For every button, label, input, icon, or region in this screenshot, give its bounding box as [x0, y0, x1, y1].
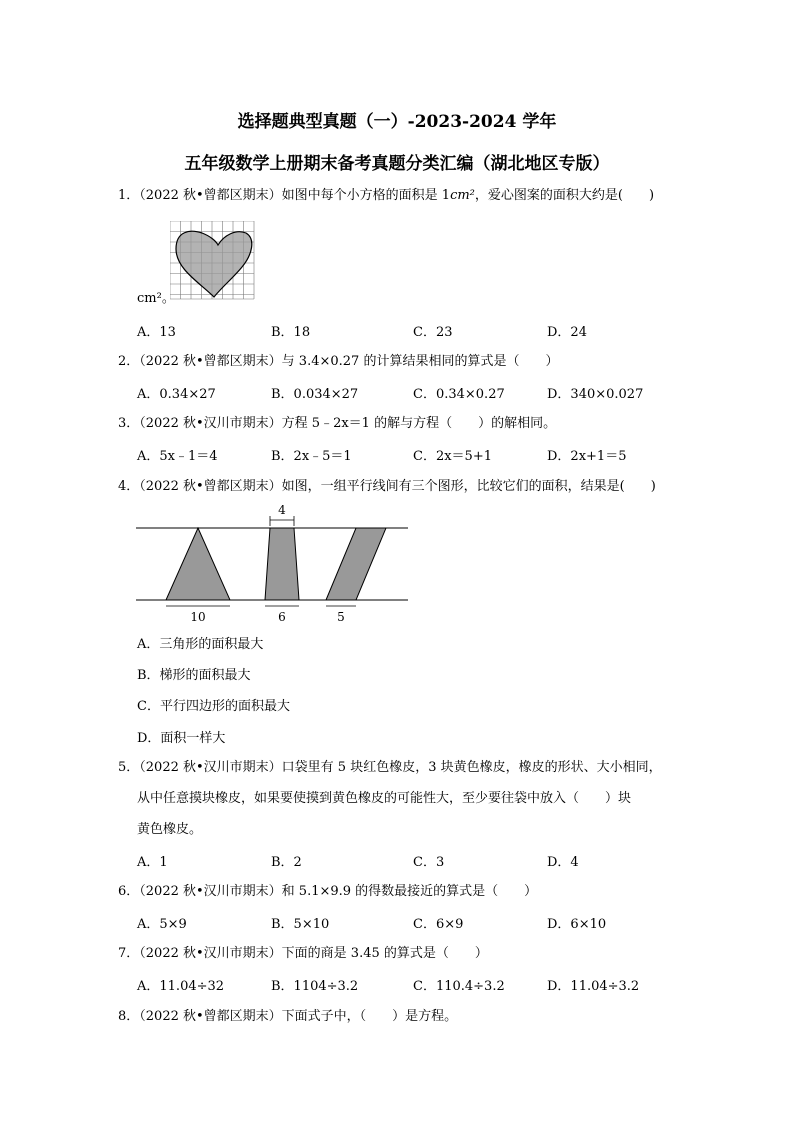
option-d[interactable]: D．340×0.027	[547, 387, 644, 402]
option-c[interactable]: C．0.34×0.27	[413, 387, 505, 402]
question-number: 3．	[118, 416, 140, 431]
question-5-options	[137, 851, 697, 871]
option-b[interactable]: B．2x﹣5＝1	[271, 449, 352, 464]
question-2	[118, 352, 688, 372]
question-source: （2022 秋•曾都区期末）	[139, 1009, 282, 1024]
question-8	[118, 1007, 688, 1027]
option-c[interactable]: C．6×9	[413, 917, 464, 932]
option-b[interactable]: B．1104÷3.2	[271, 979, 359, 994]
question-number: 7．	[118, 946, 140, 961]
question-text: 方程 5﹣2x＝1 的解与方程（ ）的解相同。	[281, 416, 557, 431]
page-title: 选择题典型真题（一）-2023-2024 学年	[237, 112, 557, 132]
triangle-base-label: 10	[190, 610, 206, 624]
option-c[interactable]: C．平行四边形的面积最大	[137, 699, 290, 714]
option-c[interactable]: C．110.4÷3.2	[413, 979, 505, 994]
question-number: 6．	[118, 884, 140, 899]
parallelogram-shape	[326, 528, 386, 600]
option-a[interactable]: A．11.04÷32	[137, 979, 225, 994]
question-number: 2．	[118, 354, 140, 369]
option-b[interactable]: B．0.034×27	[271, 387, 359, 402]
question-text: 如图中每个小方格的面积是 1	[281, 188, 451, 203]
option-d[interactable]: D．11.04÷3.2	[547, 979, 640, 994]
question-number: 4．	[118, 479, 140, 494]
question-number: 5．	[118, 760, 140, 775]
option-b[interactable]: B．18	[271, 325, 311, 340]
heart-shape	[176, 231, 252, 297]
question-source: （2022 秋•汉川市期末）	[139, 884, 282, 899]
question-7	[118, 944, 688, 964]
question-5	[118, 758, 688, 778]
question-1-trailing-unit: cm²。	[137, 291, 175, 306]
question-source: （2022 秋•汉川市期末）	[139, 946, 282, 961]
option-b[interactable]: B．5×10	[271, 917, 330, 932]
question-source: （2022 秋•汉川市期末）	[139, 760, 282, 775]
question-3	[118, 414, 688, 434]
option-b[interactable]: B．2	[271, 855, 302, 870]
question-2-options	[137, 383, 697, 403]
question-4	[118, 477, 688, 497]
option-c[interactable]: C．23	[413, 325, 453, 340]
question-source: （2022 秋•曾都区期末）	[139, 354, 282, 369]
option-d[interactable]: D．面积一样大	[137, 731, 226, 746]
question-5-line-3: 黄色橡皮。	[137, 822, 203, 837]
triangle-shape	[166, 528, 230, 600]
question-1	[118, 186, 688, 206]
option-a[interactable]: A．0.34×27	[137, 387, 216, 402]
option-c[interactable]: C．2x＝5+1	[413, 449, 492, 464]
question-text: 下面的商是 3.45 的算式是（ ）	[281, 946, 488, 961]
option-d[interactable]: D．4	[547, 855, 579, 870]
option-a[interactable]: A．5×9	[137, 917, 187, 932]
option-a[interactable]: A．1	[137, 855, 168, 870]
question-text: 和 5.1×9.9 的得数最接近的算式是（ ）	[281, 884, 538, 899]
question-5-line-2: 从中任意摸块橡皮，如果要使摸到黄色橡皮的可能性大，至少要往袋中放入（ ）块	[137, 791, 632, 806]
option-d[interactable]: D．2x+1＝5	[547, 449, 627, 464]
question-1-options	[137, 321, 697, 341]
option-a[interactable]: A．13	[137, 325, 176, 340]
question-text: 如图，一组平行线间有三个图形，比较它们的面积，结果是( )	[281, 479, 656, 494]
option-d[interactable]: D．6×10	[547, 917, 607, 932]
page-subtitle: 五年级数学上册期末备考真题分类汇编（湖北地区专版）	[184, 154, 610, 174]
question-number: 1．	[118, 188, 140, 203]
trapezoid-base-label: 6	[278, 610, 286, 624]
question-7-options	[137, 975, 697, 995]
question-6	[118, 882, 688, 902]
parallelogram-base-label: 5	[337, 610, 345, 624]
trapezoid-shape	[265, 528, 299, 600]
question-text-line-1: 口袋里有 5 块红色橡皮，3 块黄色橡皮，橡皮的形状、大小相同，	[281, 760, 662, 775]
option-a[interactable]: A．5x﹣1＝4	[137, 449, 218, 464]
question-text: 下面式子中，（ ）是方程。	[281, 1009, 458, 1024]
question-6-options	[137, 913, 697, 933]
question-text-tail: ，爱心图案的面积大约是( )	[474, 188, 655, 203]
question-text: 与 3.4×0.27 的计算结果相同的算式是（ ）	[281, 354, 559, 369]
option-c[interactable]: C．3	[413, 855, 445, 870]
question-source: （2022 秋•曾都区期末）	[139, 479, 282, 494]
question-number: 8．	[118, 1009, 140, 1024]
question-source: （2022 秋•汉川市期末）	[139, 416, 282, 431]
option-a[interactable]: A．三角形的面积最大	[137, 637, 264, 652]
top-width-label: 4	[278, 503, 286, 517]
option-b[interactable]: B．梯形的面积最大	[137, 668, 251, 683]
question-3-options	[137, 445, 697, 465]
option-d[interactable]: D．24	[547, 325, 587, 340]
question-source: （2022 秋•曾都区期末）	[139, 188, 282, 203]
parallel-lines-figure	[136, 500, 412, 628]
unit-text: cm²	[450, 188, 475, 203]
